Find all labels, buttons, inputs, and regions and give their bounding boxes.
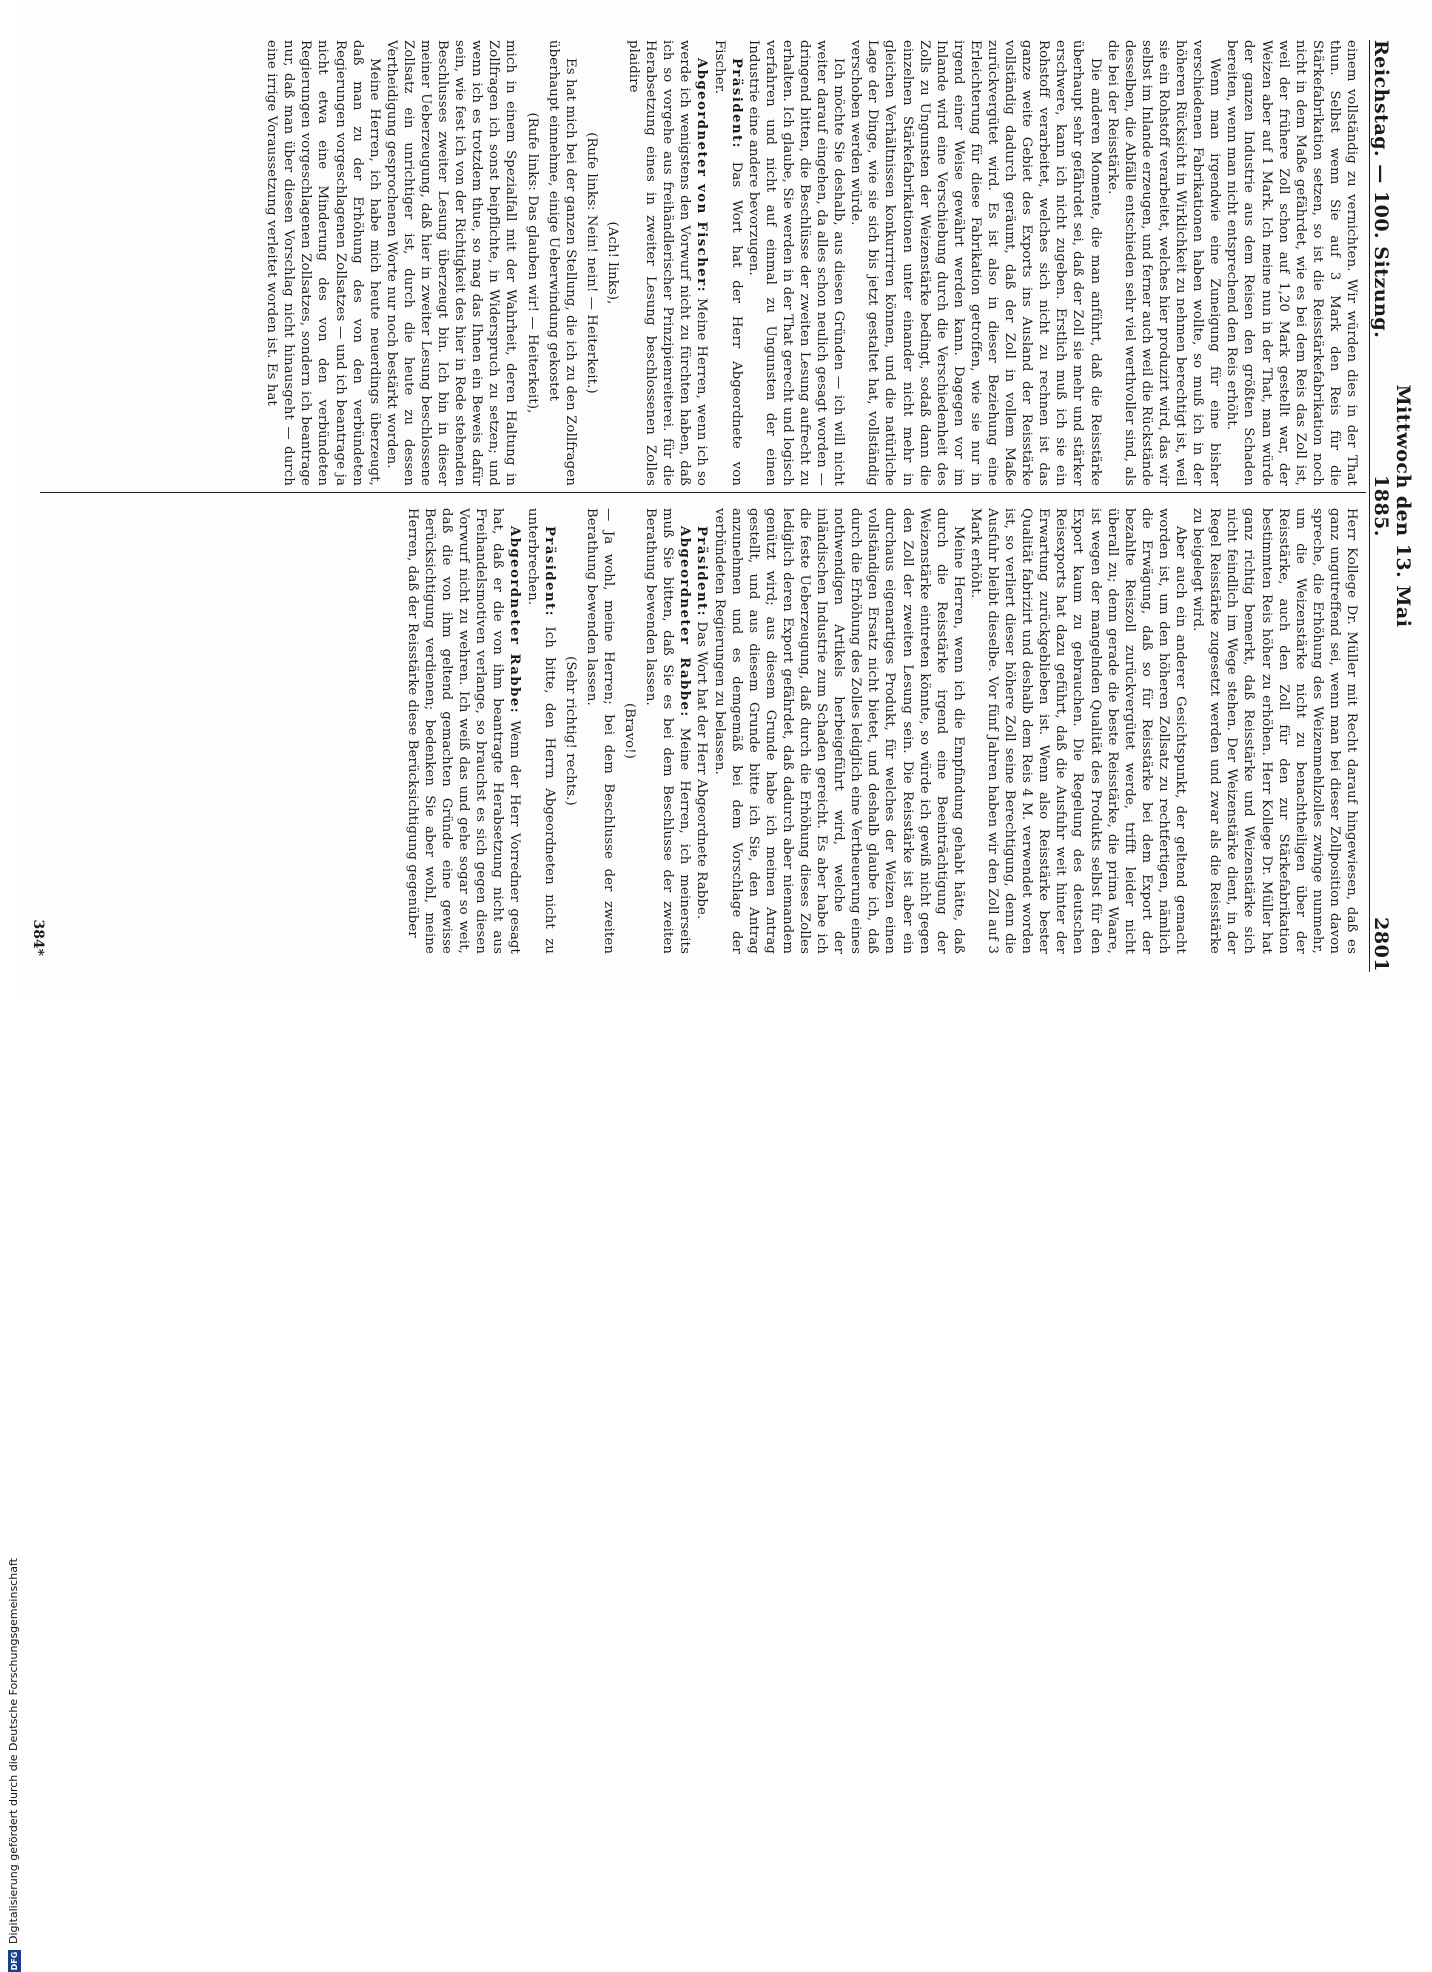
- speaker-label: Präsident:: [694, 526, 710, 618]
- paragraph: Aber auch ein anderer Gesichtspunkt, der geltend gemacht worden ist, um den höheren Zollsatz zu rechtfertigen, nämlich die Erwägung, daß so für Reisstärke bei dem Export der bezahlte Reiszoll zurückvergütet werde, trifft leider nicht überall zu; denn gerade die beste Reisstärke, die prima Waare, ist wegen der mangelnden Qualität des Produkts selbst für den Export kaum zu gebrauchen. Die Regelung des deutschen Reisexports hat dazu geführt, daß die Ausfuhr weit hinter der Erwartung zurückgeblieben ist. Wenn also Reisstärke bester Qualität fabrizirt und deshalb dem Reis 4 M. verwendet worden ist, so verliert dieser höhere Zoll seine Berechtigung, denn die Ausfuhr bleibt dieselbe. Vor fünf Jahren haben wir den Zoll auf 3 Mark erhöht.: [967, 508, 1189, 954]
- header-date: Mittwoch den 13. Mai 1885.: [1370, 384, 1414, 628]
- speech-text: Meine Herren, wenn ich so werde ich wenigstens den Vorwurf nicht zu fürchten haben, daß ich so vorgehe aus freihändlerischer Prinzipienreiterei. für die Herabsetzung eines in zweiter Lesung beschlossenen Zolles plaidire: [626, 40, 710, 486]
- page-header: [1369, 40, 1414, 973]
- speaker-label: Abgeordneter von Fischer:: [694, 58, 710, 293]
- interjection: (Rufe links: Nein! nein! — Heiterkeit.): [583, 132, 599, 394]
- paragraph: [404, 508, 524, 954]
- speaker-label: Präsident:: [728, 58, 744, 150]
- dfg-logo-icon: DFG: [9, 1951, 19, 1971]
- paragraph: Meine Herren, wenn ich die Empfindung gehabt hätte, daß durch die Reisstärke irgend eine Beeinträchtigung der Weizenstärke eintreten könnte, so würde ich gewiß nicht gegen den Zoll der zweiten Lesung sein. Die Reisstärke ist aber ein durchaus eigenartiges Produkt, für welches der Weizen einen vollständigen Ersatz nicht bietet, und deshalb glaube ich, daß durch die Erhöhung des Zolles lediglich eine Vertheuerung eines nothwendigen Artikels herbeigeführt wird, welche der inländischen Industrie zum Schaden gereicht. Es aber habe ich die feste Ueberzeugung, daß durch die Erhöhung dieses Zolles lediglich deren Export gefährdet, daß dadurch aber niemandem genützt wird; aus diesem Grunde habe ich meinen Antrag gestellt, und aus diesem Grunde bitte ich Sie, den Antrag anzunehmen und es demgemäß bei dem Vorschlage der verbündeten Regierungen zu belassen.: [711, 508, 966, 954]
- paragraph: Wenn man irgendwie eine Zuneigung für eine bisher verschiedenen Fabrikationen haben wollte, so muß ich in der höheren Rücksicht in Wirklichkeit zu nehmen berechtigt ist, weil sie ein Rohstoff verarbeitet, welches hier produzirt wird, das wir selbst im Inlande erzeugen, und ferner auch weil die Rückstände desselben, die Abfälle entschieden sehr viel werthvoller sind, als die bei der Reisstärke.: [1104, 40, 1223, 486]
- credit-text: Digitalisierung gefördert durch die Deutsche Forschungsgemeinschaft: [7, 1558, 20, 1944]
- speech-text: Wenn der Herr Vorredner gesagt hat, daß er die von ihm beantragte Herabsetzung nicht aus Freihandelsmotiven verlange, so brauchst es sich gegen diesen Vorwurf nicht zu wehren. Ich weiß das und gehe sogar so weit, daß die von ihm geltend gemachten Gründe eine gewisse Berücksichtigung verdienen; bedenken Sie aber wohl, meine Herren, daß der Reisstärke diese Berücksichtigung gegenüber: [404, 508, 523, 954]
- speech-text: Das Wort hat der Herr Abgeordnete Rabbe.: [694, 621, 710, 920]
- speaker-label: Präsident:: [541, 526, 557, 618]
- paragraph: [625, 40, 710, 486]
- paragraph: Die anderen Momente, die man anführt, daß die Reisstärke überhaupt sehr gefährdet sei, daß der Zoll sie mehr und stärker erschwere, kann ich nicht zugeben. Erstlich muß ich sie ein Rohstoff verarbeitet, welches sich nicht zu rechnen ist das ganze weite Gebiet des Exports ins Ausland der Reisstärke vollständig dadurch geräumt, daß der Zoll in vollem Maße zurückvergütet wird. Es ist also in dieser Beziehung eine Erleichterung für diese Fabrikation getroffen, wie sie nur in irgend einer Weise gewährt werden kann. Dagegen vor im Inlande wird eine Verschiebung durch die Verschiedenheit des Zolls zu Ungunsten der Weizenstärke bedingt, sodaß dann die einzelnen Stärkefabrikationen unter einander nicht mehr in gleichen Verhältnissen konkurriren können, und die natürliche Lage der Dinge, wie sie sich bis jetzt gestaltet hat, vollständig verschoben werden würde.: [848, 40, 1103, 486]
- header-session-title: Reichstag. — 100. Sitzung.: [1370, 40, 1392, 339]
- paragraph: [642, 508, 693, 954]
- paragraph: mich in einem Spezialfall mit der Wahrheit, deren Haltung in Zollfragen ich sonst beipflichte, in Widerspruch zu setzen; und wenn ich es trotzdem thue, so mag das Ihnen ein Beweis dafür sein, wie fest ich von der Richtigkeit des hier in Rede stehenden Beschlusses zweiter Lesung überzeugt bin. Ich bin in dieser meiner Ueberzeugung, daß hier in zweiter Lesung beschlossene Zollsatz ein unrichtiger ist, durch die heute zu dessen Vertheidigung gesprochenen Worte nur noch bestärkt worden.: [383, 40, 519, 486]
- header-page-number: 2801: [1370, 917, 1392, 973]
- interjection: (Ach! links),: [604, 221, 620, 305]
- paragraph: Ich möchte Sie deshalb, aus diesen Gründen — ich will nicht weiter darauf eingehen, da alles schon neulich gesagt worden — dringend bitten, die Beschlüsse der zweiten Lesung aufrecht zu erhalten. Ich glaube, Sie werden in der That gerecht und logisch verfahren und nicht auf einmal zu Ungunsten der einen Industrie eine andere bevorzugen.: [745, 40, 847, 486]
- interjection: (Bravo!): [622, 702, 638, 760]
- paragraph: einem vollständig zu vernichten. Wir würden dies in der That thun. Selbst wenn Sie auf 3 Mark den Reis für die Stärkefabrikation setzen, so ist die Reisstärkefabrikation noch nicht in dem Maße gefährdet, wie es bei dem Reis das Zoll ist, weil der frühere Zoll schon auf 1,20 Mark gestellt war, der Weizen aber auf 1 Mark. Ich meine nun in der That, man würde der ganzen Industrie aus dem Reisen den größten Schaden bereiten, wenn man nicht entsprechend den Reis erhöht.: [1224, 40, 1359, 486]
- paragraph: Meine Herren, ich habe mich heute neuerdings überzeugt, daß man zu der Erhöhung des von den verbündeten Regierungen vorgeschlagenen Zollsatzes — und ich beantrage ja nicht etwa eine Minderung des von den verbündeten Regierungen vorgeschlagenen Zollsatzes, sondern ich beantrage nur, daß man über diesen Vorschlag nicht hinausgeht — durch eine irrige Voraussetzung verleitet worden ist. Es hat: [264, 40, 382, 486]
- paragraph: [710, 40, 744, 486]
- text-column-left: [42, 40, 1360, 486]
- interjection: (Sehr richtig! rechts.): [562, 656, 578, 806]
- speech-text: Das Wort hat der Herr Abgeordnete von Fischer.: [711, 40, 744, 486]
- sheet-signature: 384*: [30, 919, 46, 956]
- speech-text: Ich bitte, den Herrn Abgeordneten nicht zu unterbrechen.: [524, 508, 557, 954]
- paragraph: [693, 508, 710, 954]
- speaker-label: Abgeordneter Rabbe:: [507, 526, 523, 715]
- interjection: (Rufe links: Das glauben wir! — Heiterkeit),: [524, 112, 540, 414]
- paragraph: Herr Kollege Dr. Müller mit Recht darauf hingewiesen, daß es ganz ungutreffend sei, wenn man bei dieser Zollposition davon spreche, die Erhöhung des Weizenmehlzolles zwinge nunmehr, um die Weizenstärke nicht zu benachtheiligen über der Reisstärke, auch den Zoll für den zur Stärkefabrikation bestimmten Reis höher zu erhöhen. Herr Kollege Dr. Müller hat ganz richtig bemerkt, daß Reisstärke und Weizenstärke sich nicht feindlich im Wege stehen. Der Weizenstärke dient, in der Regel Reisstärke zugesetzt werden und zwar als die Reisstärke zu beigelegt wird.: [1190, 508, 1359, 954]
- paragraph: [524, 508, 558, 954]
- speech-text: Meine Herren, ich meinerseits muß Sie bitten, daß Sie es bei dem Beschlusse der zweiten Berathung bewenden lassen.: [643, 508, 693, 954]
- text-column-right: [42, 508, 1360, 954]
- paragraph: — Ja wohl, meine Herren; bei dem Beschlusse der zweiten Berathung bewenden lassen.: [583, 508, 616, 954]
- digitization-credit-strip: [0, 0, 22, 1971]
- speaker-label: Abgeordneter Rabbe:: [677, 526, 693, 718]
- paragraph: Es hat mich bei der ganzen Stellung, die ich zu den Zollfragen überhaupt einnehme, einige Ueberwindung gekostet: [545, 40, 578, 486]
- column-divider: [40, 492, 1366, 493]
- digitization-credit: [4, 972, 24, 1972]
